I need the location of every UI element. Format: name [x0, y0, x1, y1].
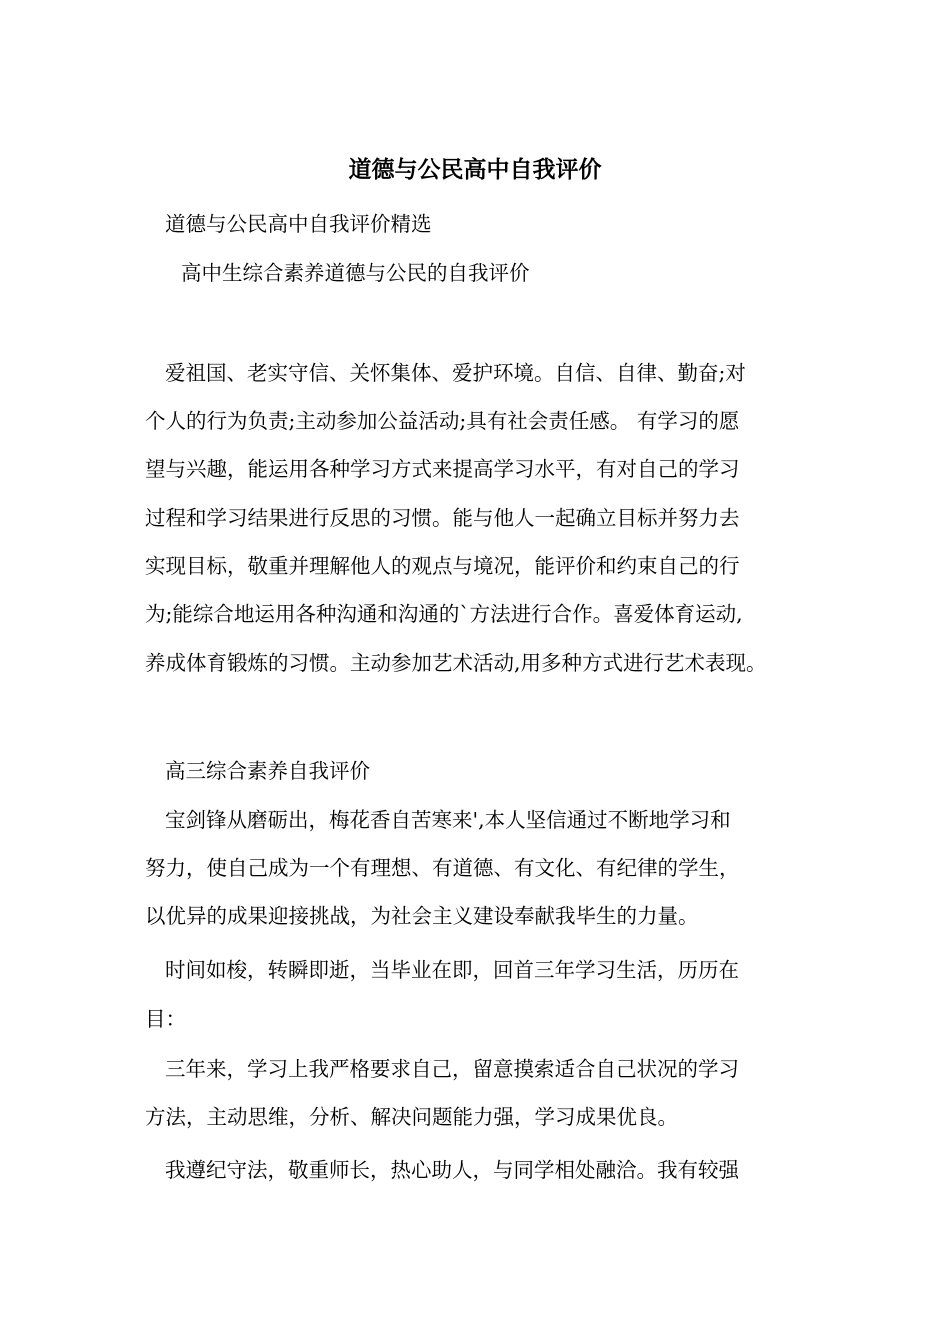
paragraph-line: 爱祖国、老实守信、关怀集体、爱护环境。自信、自律、勤奋;对: [165, 361, 746, 385]
section-heading: 高三综合素养自我评价: [165, 759, 370, 783]
paragraph-line: 为;能综合地运用各种沟通和沟通的`方法进行合作。喜爱体育运动,: [145, 602, 743, 626]
paragraph-line: 以优异的成果迎接挑战，为社会主义建设奉献我毕生的力量。: [145, 904, 699, 928]
paragraph-line: 过程和学习结果进行反思的习惯。能与他人一起确立目标并努力去: [145, 506, 740, 530]
paragraph-line: 宝剑锋从磨砺出，梅花香自苦寒来',本人坚信通过不断地学习和: [165, 808, 731, 832]
paragraph-line: 努力，使自己成为一个有理想、有道德、有文化、有纪律的学生，: [145, 856, 740, 880]
document-title: 道德与公民高中自我评价: [348, 156, 602, 183]
subtitle-selection: 道德与公民高中自我评价精选: [165, 212, 432, 236]
paragraph-line: 时间如梭，转瞬即逝，当毕业在即，回首三年学习生活，历历在: [165, 958, 739, 982]
subtitle-section1: 高中生综合素养道德与公民的自我评价: [181, 261, 530, 285]
paragraph-line: 我遵纪守法，敬重师长，热心助人，与同学相处融洽。我有较强: [165, 1158, 739, 1182]
paragraph-line: 养成体育锻炼的习惯。主动参加艺术活动,用多种方式进行艺术表现。: [145, 651, 767, 675]
paragraph-line: 实现目标，敬重并理解他人的观点与境况，能评价和约束自己的行: [145, 554, 740, 578]
paragraph-line: 三年来，学习上我严格要求自己，留意摸索适合自己状况的学习: [165, 1057, 739, 1081]
paragraph-line: 方法，主动思维，分析、解决问题能力强，学习成果优良。: [145, 1105, 678, 1129]
paragraph-line: 个人的行为负责;主动参加公益活动;具有社会责任感。 有学习的愿: [145, 409, 740, 433]
paragraph-line: 望与兴趣，能运用各种学习方式来提高学习水平，有对自己的学习: [145, 457, 740, 481]
paragraph-line: 目：: [145, 1007, 186, 1031]
